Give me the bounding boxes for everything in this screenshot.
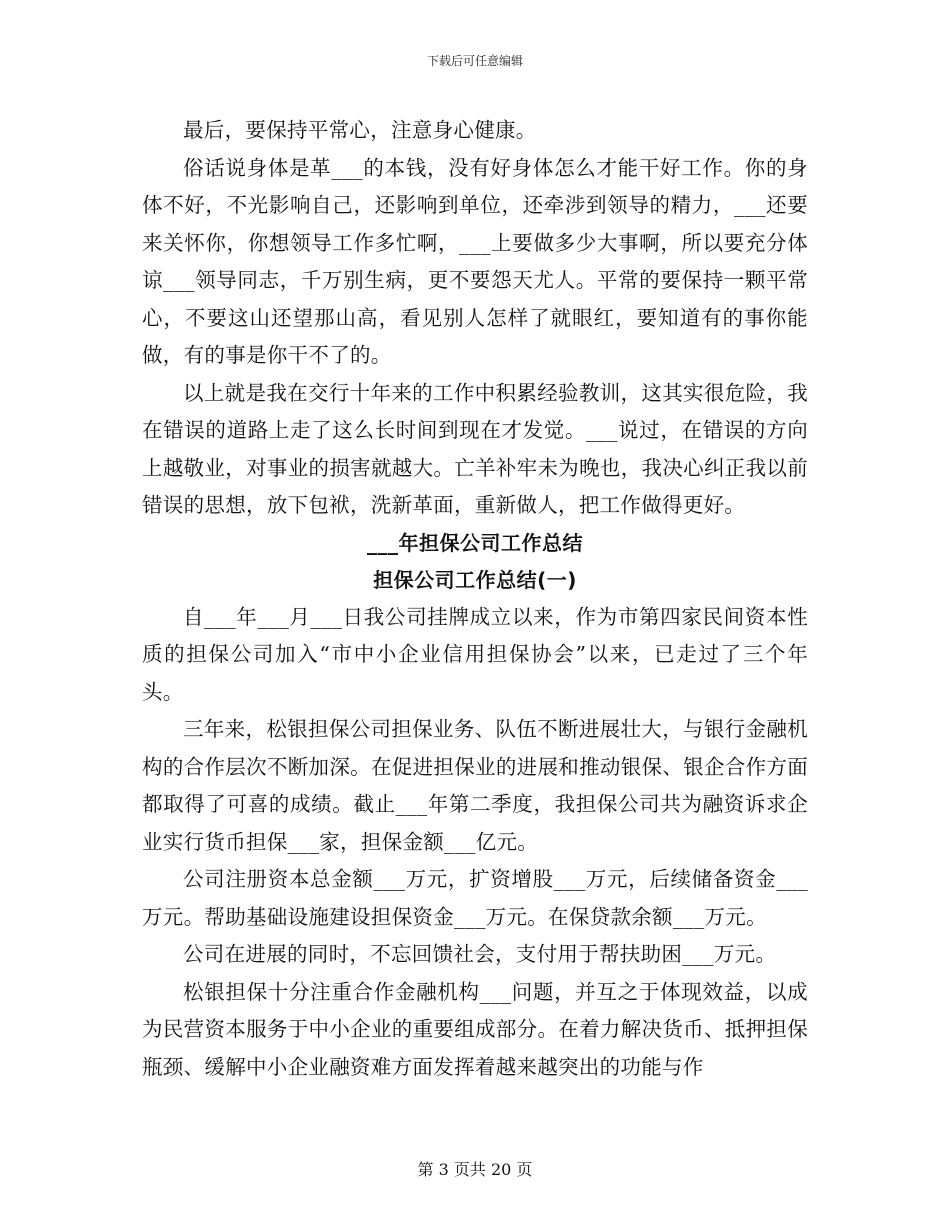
paragraph: 以上就是我在交行十年来的工作中积累经验教训，这其实很危险，我在错误的道路上走了这么长时间到现在才发觉。___说过，在错误的方向上越敬业，对事业的损害就越大。亡羊补牢未为晚也，我决心纠正我以前错误的思想，放下包袱，洗新革面，重新做人，把工作做得更好。 xyxy=(142,380,808,517)
paragraph: 自___年___月___日我公司挂牌成立以来，作为市第四家民间资本性质的担保公司加入“市中小企业信用担保协会”以来，已走过了三个年头。 xyxy=(142,604,808,704)
paragraph: 公司在进展的同时，不忘回馈社会，支付用于帮扶助困___万元。 xyxy=(183,942,777,966)
section-title: ___年担保公司工作总结 xyxy=(367,530,583,555)
document-body xyxy=(142,112,808,1086)
paragraph: 最后，要保持平常心，注意身心健康。 xyxy=(183,118,537,142)
paragraph: 松银担保十分注重合作金融机构___问题，并互之于体现效益，以成为民营资本服务于中小企业的重要组成部分。在着力解决货币、抵押担保瓶颈、缓解中小企业融资难方面发挥着越来越突出的功能与作 xyxy=(142,979,808,1079)
paragraph: 三年来，松银担保公司担保业务、队伍不断进展壮大，与银行金融机构的合作层次不断加深。在促进担保业的进展和推动银保、银企合作方面都取得了可喜的成绩。截止___年第二季度，我担保公司共为融资诉求企业实行货币担保___家，担保金额___亿元。 xyxy=(142,717,808,854)
page-header: 下载后可任意编辑 xyxy=(426,54,523,68)
page-footer: 第 3 页共 20 页 xyxy=(417,1160,533,1179)
paragraph: 公司注册资本总金额___万元，扩资增股___万元，后续储备资金___万元。帮助基础设施建设担保资金___万元。在保贷款余额___万元。 xyxy=(142,867,808,929)
subsection-title: 担保公司工作总结(一) xyxy=(373,567,577,592)
paragraph: 俗话说身体是革___的本钱，没有好身体怎么才能干好工作。你的身体不好，不光影响自己，还影响到单位，还牵涉到领导的精力，___还要来关怀你，你想领导工作多忙啊，___上要做多少大事啊，所以要充分体谅___领导同志，千万别生病，更不要怨天尤人。平常的要保持一颗平常心，不要这山还望那山高，看见别人怎样了就眼红，要知道有的事你能做，有的事是你干不了的。 xyxy=(142,155,808,367)
